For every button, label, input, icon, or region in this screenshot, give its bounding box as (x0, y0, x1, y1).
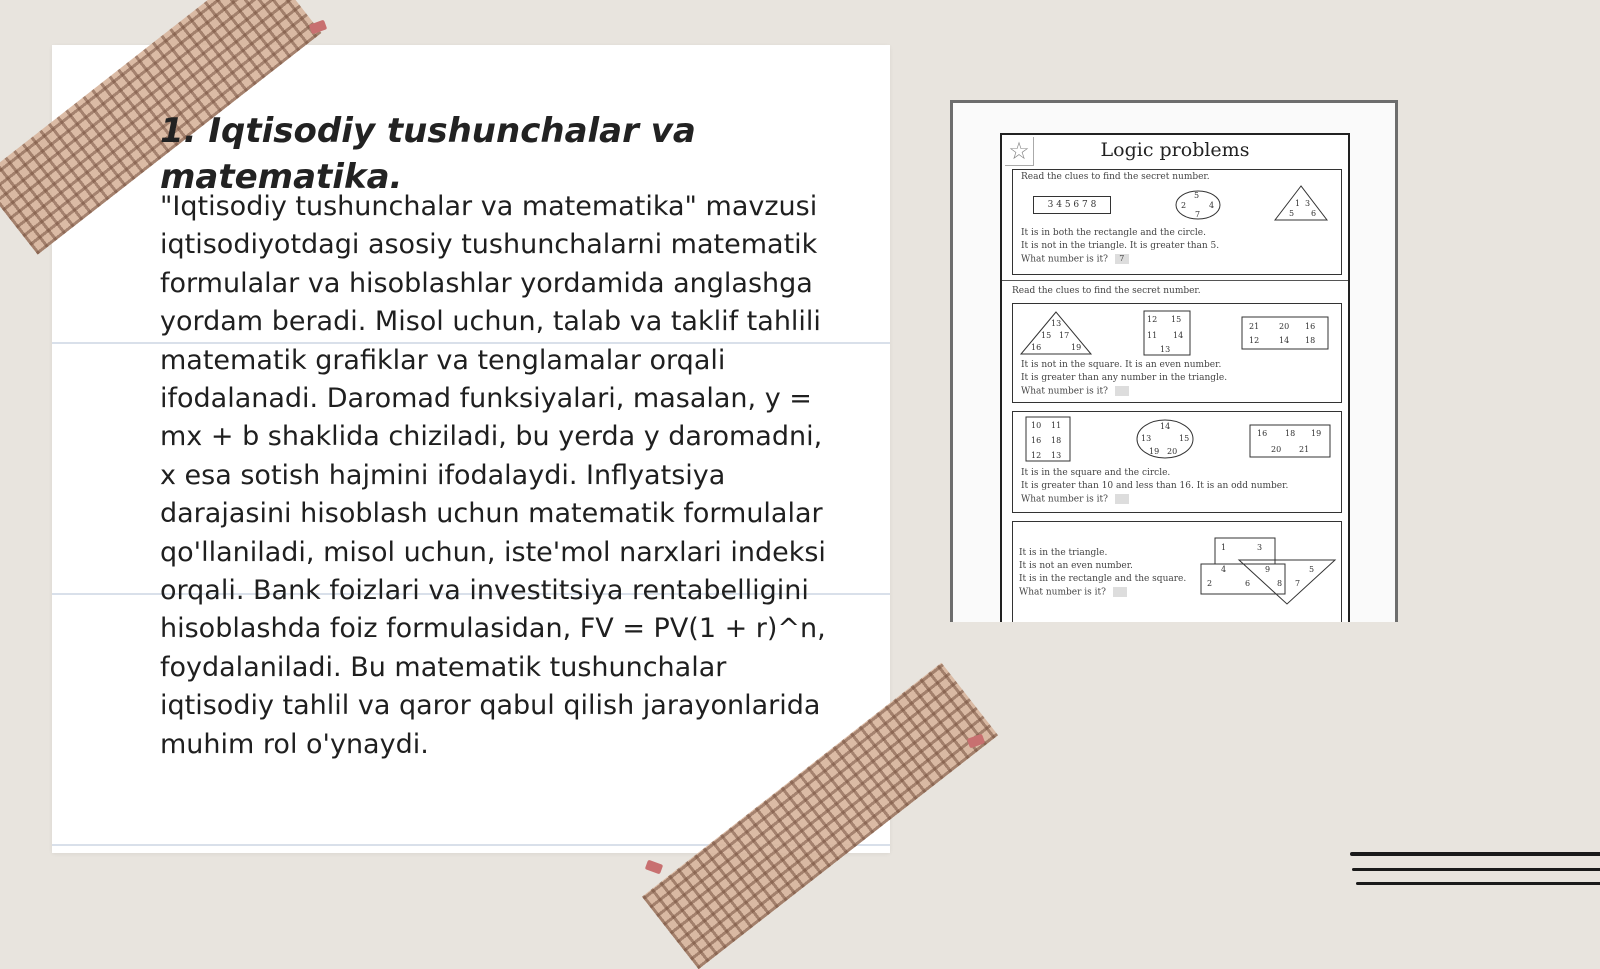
problem3-num: 4 (1221, 565, 1227, 574)
problem2-question (1021, 494, 1129, 505)
problem1-triangle-num: 17 (1059, 331, 1070, 340)
problem1-rect-num: 21 (1249, 322, 1260, 331)
worksheet-page (1000, 133, 1350, 622)
problem2-rect-num: 19 (1311, 429, 1322, 438)
example-circle-num: 5 (1194, 191, 1200, 200)
problem3-clue-3: It is in the rectangle and the square. (1019, 574, 1187, 584)
problem2-square (1025, 416, 1071, 462)
problem2-square-num: 10 (1031, 421, 1042, 430)
problem3-num: 3 (1257, 543, 1263, 552)
problem-box-1 (1012, 303, 1342, 403)
problem2-clue-2: It is greater than 10 and less than 16. It is an odd number. (1021, 481, 1289, 491)
problem1-question-text: What number is it? (1021, 386, 1108, 397)
problem3-num: 6 (1245, 579, 1251, 588)
problem1-triangle (1019, 310, 1093, 356)
example-triangle-num: 5 (1289, 209, 1295, 218)
problem1-triangle-num: 16 (1031, 343, 1042, 352)
problem1-triangle-num: 19 (1071, 343, 1082, 352)
problem1-rect-num: 16 (1305, 322, 1316, 331)
example-question-text: What number is it? (1021, 254, 1108, 265)
problem2-circle-num: 13 (1141, 434, 1152, 443)
problem1-rect-num: 12 (1249, 336, 1260, 345)
example-clue-1: It is in both the rectangle and the circle. (1021, 228, 1206, 238)
example-triangle-num: 6 (1311, 209, 1317, 218)
example-question (1021, 254, 1129, 265)
example-circle-num: 7 (1195, 210, 1201, 219)
problem2-rect-num: 16 (1257, 429, 1268, 438)
problem2-rect-num: 18 (1285, 429, 1296, 438)
problem1-clue-2: It is greater than any number in the triangle. (1021, 373, 1228, 383)
slide-body-text: "Iqtisodiy tushunchalar va matematika" mavzusi iqtisodiyotdagi asosiy tushunchalarni matematik formulalar va hisoblashlar yordamida anglashga yordam beradi. Misol uchun, talab va taklif tahlili matematik grafiklar va tenglamalar orqali ifodalanadi. Daromad funksiyalari, masalan, y = mx + b shaklida chiziladi, bu yerda y daromadni, x esa sotish hajmini ifodalaydi. Inflyatsiya darajasini hisoblash uchun matematik formulalar qo'llaniladi, misol uchun, iste'mol narxlari indeksi orqali. Bank foizlari va investitsiya rentabelligini hisoblashda foiz formulasidan, FV = PV(1 + r)^n, foydalaniladi. Bu matematik tushunchalar iqtisodiy tahlil va qaror qabul qilish jarayonlarida muhim rol o'ynaydi. (160, 191, 826, 760)
problem1-triangle-num: 15 (1041, 331, 1052, 340)
example-triangle (1271, 184, 1331, 224)
problem3-question-text: What number is it? (1019, 587, 1106, 598)
problem2-circle-num: 14 (1160, 422, 1171, 431)
problem1-square (1143, 310, 1191, 356)
problem1-square-num: 15 (1171, 315, 1182, 324)
problem-box-2 (1012, 411, 1342, 513)
problem1-clue-1: It is not in the square. It is an even number. (1021, 360, 1222, 370)
problem1-question (1021, 386, 1129, 397)
problem2-circle (1135, 418, 1195, 460)
problem3-overlapping-shapes (1199, 536, 1339, 606)
problem2-square-num: 16 (1031, 436, 1042, 445)
slide-title: 1. Iqtisodiy tushunchalar va matematika. (160, 111, 696, 197)
worksheet-divider (1002, 280, 1348, 281)
example-clue-2: It is not in the triangle. It is greater than 5. (1021, 241, 1220, 251)
star-icon: ☆ (1005, 137, 1034, 166)
example-triangle-num: 1 (1295, 199, 1301, 208)
example-answer: 7 (1115, 254, 1129, 264)
problem3-num: 8 (1277, 579, 1283, 588)
problem2-square-num: 11 (1051, 421, 1062, 430)
problem3-clue-2: It is not an even number. (1019, 561, 1133, 571)
problem3-num: 1 (1221, 543, 1227, 552)
problem1-square-num: 14 (1173, 331, 1184, 340)
problem2-clue-1: It is in the square and the circle. (1021, 468, 1171, 478)
problem1-rectangle (1241, 316, 1331, 350)
example-circle-num: 4 (1209, 201, 1215, 210)
problem2-rect-num: 21 (1299, 445, 1310, 454)
problem3-num: 2 (1207, 579, 1213, 588)
problem3-num: 7 (1295, 579, 1301, 588)
problem-box-3 (1012, 521, 1342, 622)
stripe (1356, 882, 1600, 885)
problem1-answer-box (1115, 386, 1129, 396)
problem1-rect-num: 14 (1279, 336, 1290, 345)
problem2-circle-num: 19 (1149, 447, 1160, 456)
stripe (1350, 852, 1600, 856)
example-circle (1173, 188, 1223, 222)
problem1-square-num: 13 (1160, 345, 1171, 354)
tape-corner-bottom-left (645, 860, 663, 875)
problem3-answer-box (1113, 587, 1127, 597)
worksheet-image (950, 100, 1398, 622)
problem1-square-num: 11 (1147, 331, 1158, 340)
problem3-num: 9 (1265, 565, 1271, 574)
problem2-square-num: 18 (1051, 436, 1062, 445)
problem2-circle-num: 15 (1179, 434, 1190, 443)
example-circle-num: 2 (1181, 201, 1187, 210)
problem3-num: 5 (1309, 565, 1315, 574)
example-box (1012, 169, 1342, 275)
example-triangle-num: 3 (1305, 199, 1311, 208)
problem3-clue-1: It is in the triangle. (1019, 548, 1108, 558)
problem1-triangle-num: 13 (1051, 319, 1062, 328)
problem2-circle-num: 20 (1167, 447, 1178, 456)
worksheet-title: Logic problems (1100, 139, 1250, 161)
problem2-square-num: 13 (1051, 451, 1062, 460)
problem1-rect-num: 20 (1279, 322, 1290, 331)
problem2-question-text: What number is it? (1021, 494, 1108, 505)
problem2-answer-box (1115, 494, 1129, 504)
stripe (1352, 868, 1600, 871)
problem3-question (1019, 587, 1127, 598)
problem1-rect-num: 18 (1305, 336, 1316, 345)
problem2-rect-num: 20 (1271, 445, 1282, 454)
problem2-square-num: 12 (1031, 451, 1042, 460)
problem1-square-num: 12 (1147, 315, 1158, 324)
example-rectangle: 3 4 5 6 7 8 (1033, 196, 1111, 214)
problem2-rectangle (1249, 424, 1333, 458)
section-instruction: Read the clues to find the secret number. (1012, 286, 1201, 296)
example-instruction: Read the clues to find the secret number. (1021, 172, 1210, 182)
